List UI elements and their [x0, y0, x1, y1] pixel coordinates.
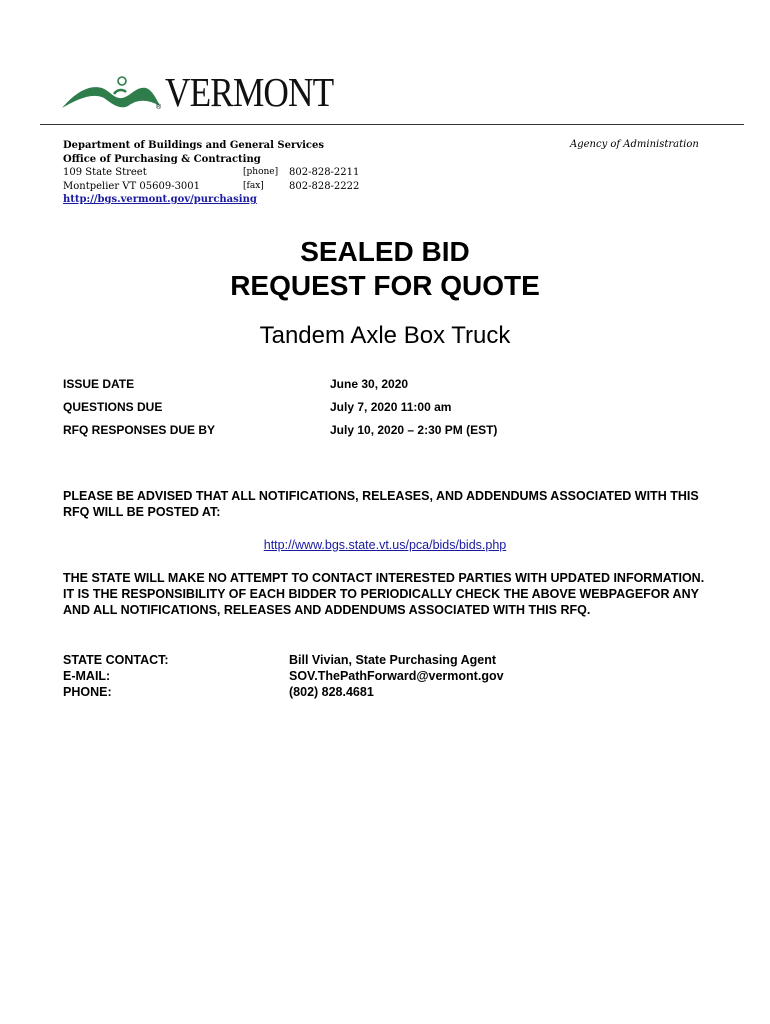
street-address: 109 State Street [63, 167, 147, 178]
office-name: Office of Purchasing & Contracting [63, 153, 261, 165]
contact-row-email [63, 668, 504, 684]
date-row-responses [63, 423, 498, 446]
date-value: June 30, 2020 [330, 377, 409, 391]
address-city-row [63, 180, 360, 194]
vermont-logo [62, 69, 342, 115]
title-request-for-quote: REQUEST FOR QUOTE [230, 270, 540, 301]
date-label: ISSUE DATE [63, 377, 135, 391]
date-value: July 7, 2020 11:00 am [330, 400, 452, 414]
contact-value: (802) 828.4681 [289, 685, 374, 699]
date-value: July 10, 2020 – 2:30 PM (EST) [330, 423, 498, 437]
agency-name: Agency of Administration [570, 139, 699, 150]
contact-email[interactable]: SOV.ThePathForward@vermont.gov [289, 669, 504, 683]
bids-page-link[interactable]: http://www.bgs.state.vt.us/pca/bids/bids.php [263, 538, 507, 552]
title-sealed-bid: SEALED BID [300, 236, 470, 267]
contact-block [63, 652, 504, 700]
department-name: Department of Buildings and General Services [63, 140, 324, 151]
department-address-block [63, 139, 360, 207]
contact-label: STATE CONTACT: [63, 653, 169, 667]
address-street-row [63, 166, 360, 180]
city-address: Montpelier VT 05609-3001 [63, 180, 201, 192]
fax-number: 802-828-2222 [289, 180, 360, 192]
contact-row-name [63, 652, 496, 668]
phone-number: 802-828-2211 [289, 167, 360, 178]
notification-notice: PLEASE BE ADVISED THAT ALL NOTIFICATIONS, RELEASES, AND ADDENDUMS ASSOCIATED WITH THIS RFQ WILL BE POSTED AT: [63, 489, 699, 519]
date-row-questions [63, 400, 452, 423]
date-row-issue [63, 377, 409, 400]
header-divider [40, 124, 744, 125]
contact-row-phone [63, 684, 374, 700]
logo-wordmark: VERMONT [165, 69, 334, 115]
contact-label: E-MAIL: [63, 669, 111, 683]
key-dates [63, 377, 498, 446]
contact-label: PHONE: [63, 685, 112, 699]
purchasing-website-link[interactable]: http://bgs.vermont.gov/purchasing [63, 194, 257, 205]
registered-mark: ® [156, 104, 162, 111]
date-label: QUESTIONS DUE [63, 400, 163, 414]
contact-value: Bill Vivian, State Purchasing Agent [289, 653, 496, 667]
responsibility-notice: THE STATE WILL MAKE NO ATTEMPT TO CONTACT INTERESTED PARTIES WITH UPDATED INFORMATION. IT IS THE RESPONSIBILITY OF EACH BIDDER TO PERIODICALLY CHECK THE ABOVE WEBPAGEFOR ANY AND ALL NOTIFICATIONS, RELEASES AND ADDENDUMS ASSOCIATED WITH THIS RFQ. [63, 571, 705, 617]
phone-label: [phone] [243, 167, 279, 177]
date-label: RFQ RESPONSES DUE BY [63, 423, 216, 437]
rfq-subject: Tandem Axle Box Truck [259, 322, 511, 349]
fax-label: [fax] [243, 180, 264, 191]
